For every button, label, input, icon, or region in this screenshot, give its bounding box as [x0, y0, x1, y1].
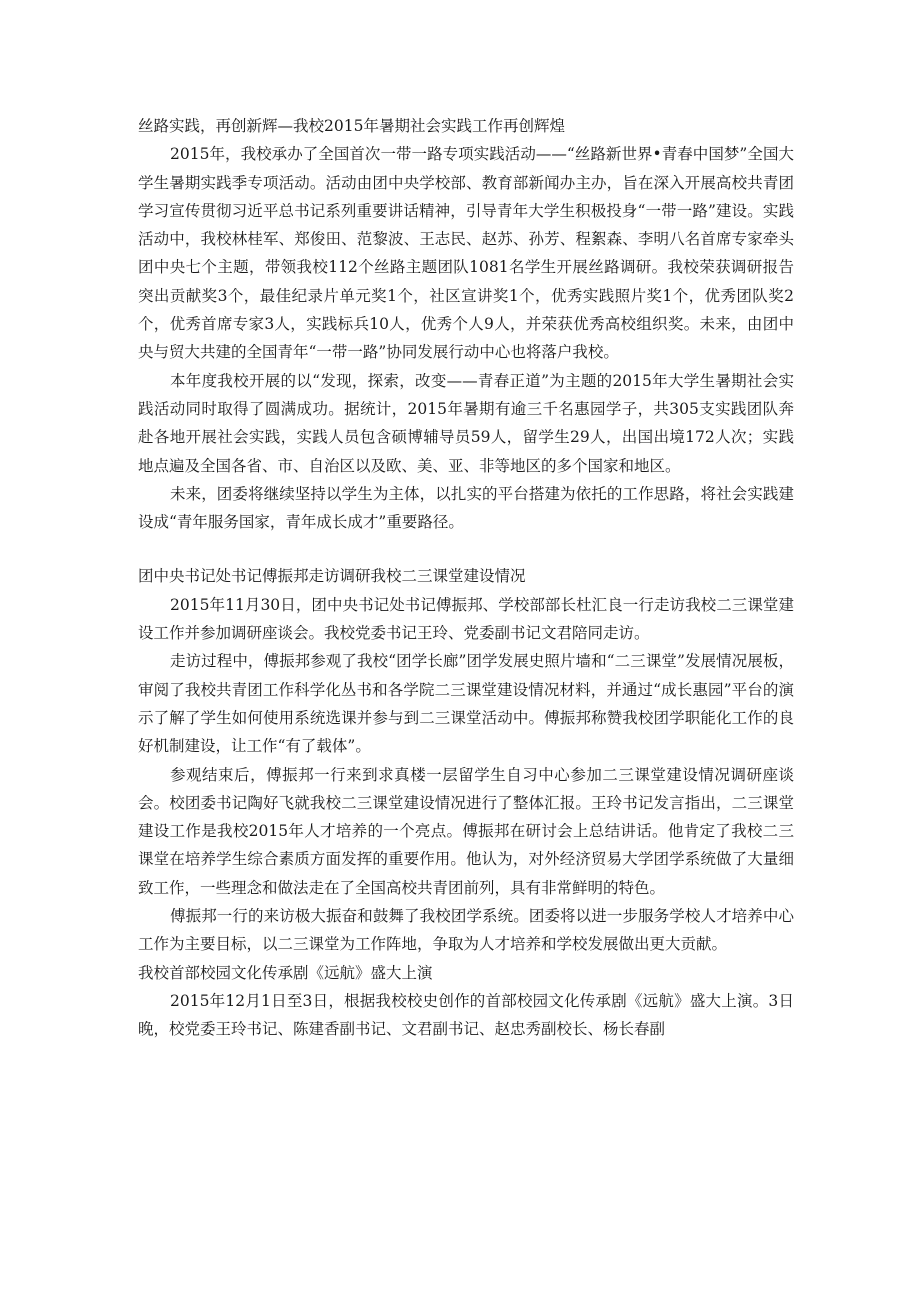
article-title-silk-road: 丝路实践，再创新辉—我校2015年暑期社会实践工作再创辉煌 — [138, 117, 565, 135]
paragraph: 参观结束后，傅振邦一行来到求真楼一层留学生自习中心参加二三课堂建设情况调研座谈会。校团委书记陶好飞就我校二三课堂建设情况进行了整体汇报。王玲书记发言指出，二三课堂建设工作是我校2015年人才培养的一个亮点。傅振邦在研讨会上总结讲话。他肯定了我校二三课堂在培养学生综合素质方面发挥的重要作用。他认为，对外经济贸易大学团学系统做了大量细致工作，一些理念和做法走在了全国高校共青团前列，具有非常鲜明的特色。 — [138, 765, 794, 897]
section-spacer — [138, 536, 794, 562]
paragraph: 2015年12月1日至3日，根据我校校史创作的首部校园文化传承剧《远航》盛大上演。3日晚，校党委王玲书记、陈建香副书记、文君副书记、赵忠秀副校长、杨长春副 — [138, 991, 794, 1039]
paragraph: 本年度我校开展的以“发现，探索，改变——青春正道”为主题的2015年大学生暑期社会实践活动同时取得了圆满成功。据统计，2015年暑期有逾三千名惠园学子，共305支实践团队奔赴各地开展社会实践，实践人员包含硕博辅导员59人，留学生29人，出国出境172人次；实践地点遍及全国各省、市、自治区以及欧、美、亚、非等地区的多个国家和地区。 — [138, 371, 794, 475]
paragraph: 2015年11月30日，团中央书记处书记傅振邦、学校部部长杜汇良一行走访我校二三课堂建设工作并参加调研座谈会。我校党委书记王玲、党委副书记文君陪同走访。 — [138, 595, 794, 643]
paragraph: 未来，团委将继续坚持以学生为主体，以扎实的平台搭建为依托的工作思路，将社会实践建设成“青年服务国家，青年成长成才”重要路径。 — [138, 484, 794, 532]
paragraph: 傅振邦一行的来访极大振奋和鼓舞了我校团学系统。团委将以进一步服务学校人才培养中心工作为主要目标，以二三课堂为工作阵地，争取为人才培养和学校发展做出更大贡献。 — [138, 907, 794, 954]
article-title-drama: 我校首部校园文化传承剧《远航》盛大上演 — [138, 963, 433, 982]
article-title-visit: 团中央书记处书记傅振邦走访调研我校二三课堂建设情况 — [138, 567, 526, 586]
paragraph: 2015年，我校承办了全国首次一带一路专项实践活动——“丝路新世界•青春中国梦”全国大学生暑期实践季专项活动。活动由团中央学校部、教育部新闻办主办，旨在深入开展高校共青团学习宣传贯彻习近平总书记系列重要讲话精神，引导青年大学生积极投身“一带一路”建设。实践活动中，我校林桂军、郑俊田、范黎波、王志民、赵苏、孙芳、程絮森、李明八名首席专家牵头团中央七个主题，带领我校112个丝路主题团队1081名学生开展丝路调研。我校荣获调研报告突出贡献奖3个，最佳纪录片单元奖1个，社区宣讲奖1个，优秀实践照片奖1个，优秀团队奖2个，优秀首席专家3人，实践标兵10人，优秀个人9人，并荣获优秀高校组织奖。未来，由团中央与贸大共建的全国青年“一带一路”协同发展行动中心也将落户我校。 — [138, 145, 794, 362]
paragraph: 走访过程中，傅振邦参观了我校“团学长廊”团学发展史照片墙和“二三课堂”发展情况展板，审阅了我校共青团工作科学化丛书和各学院二三课堂建设情况材料，并通过“成长惠园”平台的演示了解了学生如何使用系统选课并参与到二三课堂活动中。傅振邦称赞我校团学职能化工作的良好机制建设，让工作“有了载体”。 — [138, 652, 794, 756]
document-page — [138, 112, 794, 1044]
